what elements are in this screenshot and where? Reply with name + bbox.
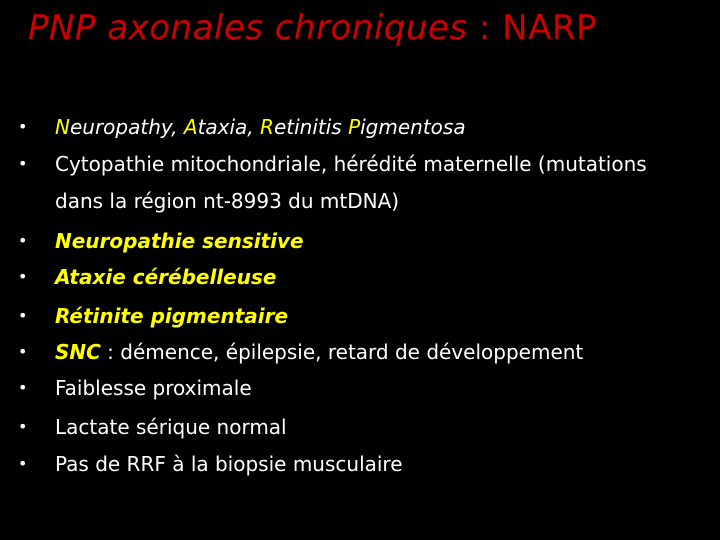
acronym-letter-p: P (348, 115, 361, 139)
acronym-letter-r: R (260, 115, 274, 139)
slide-title-acronym: NARP (502, 8, 597, 48)
bullet-text: Ataxie cérébelleuse (55, 265, 277, 289)
acronym-letter-n: N (55, 115, 70, 139)
slide-title-separator: : (478, 8, 503, 48)
snc-description: : démence, épilepsie, retard de développement (100, 340, 584, 364)
bullet-icon: • (18, 117, 28, 136)
bullet-icon: • (18, 306, 28, 325)
acronym-word-rest: etinitis (273, 115, 349, 139)
bullet-text: Neuropathie sensitive (55, 229, 304, 253)
bullet-text: Lactate sérique normal (55, 415, 287, 439)
acronym-word-rest: taxia, (197, 115, 261, 139)
bullet-text-line-1: Cytopathie mitochondriale, hérédité maternelle (mutations (55, 152, 647, 176)
bullet-icon: • (18, 342, 28, 361)
bullet-icon: • (18, 267, 28, 286)
acronym-word-rest: igmentosa (360, 115, 466, 139)
bullet-icon: • (18, 378, 28, 397)
bullet-text: Faiblesse proximale (55, 376, 252, 400)
bullet-text (55, 115, 466, 139)
bullet-icon: • (18, 154, 28, 173)
bullet-text (55, 340, 583, 364)
bullet-text: Rétinite pigmentaire (55, 304, 289, 328)
acronym-letter-a: A (183, 115, 198, 139)
bullet-icon: • (18, 231, 28, 250)
bullet-text-line-2: dans la région nt-8993 du mtDNA) (55, 189, 400, 213)
bullet-icon: • (18, 454, 28, 473)
bullet-text: Pas de RRF à la biopsie musculaire (55, 452, 403, 476)
bullet-icon: • (18, 417, 28, 436)
slide-title-main: PNP axonales chroniques (28, 8, 468, 48)
snc-highlight: SNC (55, 340, 101, 364)
acronym-word-rest: europathy, (69, 115, 184, 139)
